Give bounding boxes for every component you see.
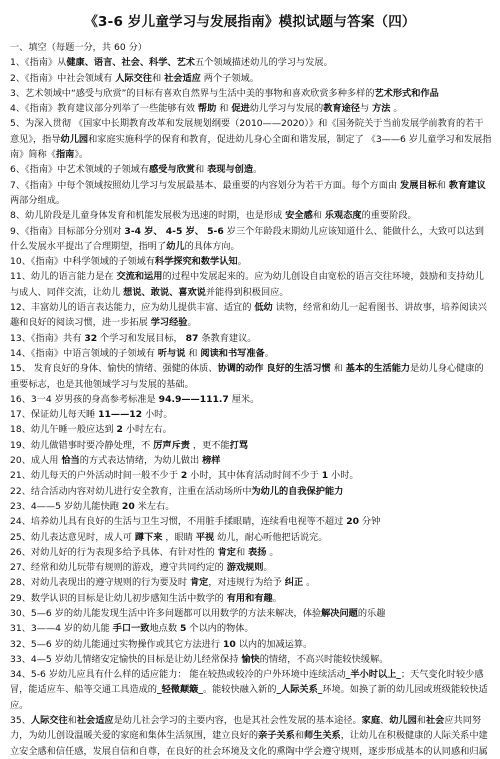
answer-text: 听与说 <box>157 347 186 359</box>
answer-text: 良好的生活习惯 <box>266 363 331 375</box>
question-item <box>10 514 492 529</box>
question-text: 幼儿学习与发展的 <box>249 103 324 115</box>
question-text: 35、 <box>10 715 31 727</box>
question-text: 两个子领域。 <box>200 72 259 84</box>
answer-text: _轻微颠簸_ <box>157 684 203 696</box>
question-text: 。 <box>303 577 316 589</box>
question-text: 的乐趣 <box>357 607 386 619</box>
answer-text: 厉声斥责 <box>153 439 190 451</box>
question-text: ，让幼儿在积极健康的人际关系中建立安全感和信任感，发展自信和自尊，在良好的社会环境及文化的熏陶中学会遵守规则，逐步形成基本的认同感和归属 <box>10 730 488 757</box>
question-item <box>10 269 492 300</box>
answer-text: 艺术形式和作品 <box>374 87 439 99</box>
answer-text: 想说、敢说、喜欢说 <box>123 286 206 298</box>
question-text: 和 <box>67 715 77 727</box>
question-item <box>10 71 492 86</box>
question-text: 12、丰富幼儿的语言表达能力，应为幼儿提供丰富、适宜的 <box>10 302 255 314</box>
question-text: 五个领域描述幼儿的学习与发展。 <box>195 57 333 69</box>
question-text: 和 <box>216 103 232 115</box>
question-text: 15、 发育良好的身体、愉快的情绪、强健的体质、 <box>10 363 218 375</box>
question-text: 。 <box>264 347 274 359</box>
question-text: 26、对幼儿好的行为表现多给予具体、有针对性的 <box>10 546 218 558</box>
answer-text: 社会适应 <box>76 715 114 727</box>
question-text: ；天气变化时较少感冒，能适应车、船等交通工具造成的 <box>10 669 484 696</box>
question-item <box>10 652 492 667</box>
question-text: 29、数学认识的目标是让幼儿初步感知生活中数学的 <box>10 592 227 604</box>
question-text: 9、《指南》目标部分分别对 <box>10 225 125 237</box>
question-text: 23、4——5 岁幼儿能快跑 <box>10 500 122 512</box>
answer-text: 表现与创造 <box>207 164 254 176</box>
answer-text: 87 <box>185 332 199 344</box>
answer-text: 2 <box>116 424 123 436</box>
question-text: 14、《指南》中语言领域的子领域有 <box>10 347 158 359</box>
answer-text: 表扬 <box>248 546 267 558</box>
question-item <box>10 346 492 361</box>
question-text: 的情绪，不高兴时能较快缓解。 <box>259 653 389 665</box>
question-text: 小时。 <box>328 470 359 482</box>
question-item <box>10 606 492 621</box>
question-text: 和 <box>330 363 346 375</box>
question-text: 31、3——4 岁的幼儿能 <box>10 623 113 635</box>
question-text: 19、幼儿做错事时要冷静处理，不 <box>10 439 154 451</box>
question-text: 5、为深入贯彻 《国家中长期教育改革和发展规划纲要（2010——2020）》和《国务院关于当前发展学前教育的若干意见》，指导 <box>10 118 484 145</box>
answer-text: 交流和运用 <box>116 271 163 283</box>
question-text: 。 <box>272 592 282 604</box>
answer-text: 阅读和书写准备 <box>200 347 265 359</box>
answer-text: 榜样 <box>202 455 221 467</box>
answer-text: 肯定 <box>190 577 209 589</box>
question-text: 》。 <box>74 149 89 161</box>
question-text: 30、5—6 岁的幼儿能发现生活中许多问题都可以用数学的方法来解决，体验 <box>10 607 322 619</box>
question-text: 。 <box>266 546 279 558</box>
answer-text: 教育建议 <box>448 179 486 191</box>
answer-text: 家庭 <box>361 715 381 727</box>
answer-text: 感受与欣赏 <box>149 164 195 176</box>
question-text: 个学习和发展目标， <box>97 332 186 344</box>
answer-text: 32 <box>84 332 98 344</box>
question-text: 岁三个年龄段末期幼儿应该知道什么、能做什么，大致可以达到什么发展水平提出了合理期望，指明了 <box>10 225 484 252</box>
question-text: 3、艺术领域中“感受与欣赏”的目标有喜欢自然界与生活中美的事物和喜欢欣赏多种多样的 <box>10 87 375 99</box>
answer-text: 促进 <box>231 103 250 115</box>
question-item <box>10 116 492 162</box>
question-text: 个以内的物体。 <box>186 623 254 635</box>
question-item <box>10 178 492 209</box>
answer-text: 5 <box>179 623 187 635</box>
question-text: 以内的加减运算。 <box>235 638 313 650</box>
question-item <box>10 713 492 759</box>
question-text: 。 <box>237 256 247 268</box>
question-text: 和 <box>195 164 208 176</box>
question-item <box>10 560 492 575</box>
answer-text: 教育途径 <box>323 103 360 115</box>
question-text: 条教育建议。 <box>198 332 257 344</box>
answer-text: 11——12 <box>98 409 143 421</box>
question-text: 28、对幼儿表现出的遵守规则的行为要及时 <box>10 577 190 589</box>
question-item <box>10 438 492 453</box>
question-text: 和 <box>185 347 201 359</box>
question-text: 和 <box>312 210 325 222</box>
answer-text: 1 <box>321 470 329 482</box>
answer-text: 安全感 <box>285 210 313 222</box>
question-text: 环境。如换了新的幼儿园或班级能较快适应。 <box>10 684 488 711</box>
answer-text: 科学探究和数学认知 <box>154 256 238 268</box>
question-text: 与 <box>359 103 373 115</box>
question-item <box>10 575 492 590</box>
answer-text: 游戏规则 <box>226 562 264 574</box>
question-text: 24、培养幼儿具有良好的生活与卫生习惯，不用脏手揉眼睛，连续看电视等不超过 <box>10 516 347 528</box>
question-item <box>10 361 492 392</box>
question-text: 、 <box>380 715 390 727</box>
answer-text: 94.9——111.7 <box>158 393 229 405</box>
question-text: 22、结合活动内容对幼儿进行安全教育，注重在活动场所中 <box>10 485 252 497</box>
question-text: ，对违规行为给予 <box>208 577 285 589</box>
question-text: 读物，经常和幼儿一起看图书、讲故事，培养阅读兴趣和良好的阅读习惯，进一步拓展 <box>10 302 487 329</box>
question-text: 。能较快融入新的 <box>202 684 277 696</box>
question-text: 。 <box>390 103 403 115</box>
question-text: 33、4—5 岁幼儿情绪安定愉快的目标是让幼儿经常保持 <box>10 653 242 665</box>
answer-text: 协调的动作 <box>217 363 264 375</box>
question-text: ，更不能 <box>190 439 230 451</box>
answer-text: 发展目标 <box>400 179 437 191</box>
question-text: 的过程中发展起来的。应为幼儿创设自由宽松的语言交往环境，鼓励和支持幼儿与成人、同伴交流，让幼儿 <box>10 271 484 298</box>
document-title: 《3-6 岁儿童学习与发展指南》模拟试题与答案（四） <box>84 14 416 30</box>
question-text: 并能得到积极回应。 <box>205 286 289 298</box>
question-text: 是幼儿身心健康的重要标志，也是其他领域学习与发展的基础。 <box>10 363 484 390</box>
question-text: 25、幼儿表达意见时，成人可 <box>10 531 135 543</box>
answer-text: _半小时以上_ <box>345 669 401 681</box>
question-text: 34、5-6 岁幼儿应具有什么样的适应能力： 能在较热或较冷的户外环境中连续活动 <box>10 669 346 681</box>
question-text: 10、《指南》中科学领域的子领域有 <box>10 256 155 268</box>
question-item <box>10 300 492 331</box>
question-text: 。 <box>187 317 197 329</box>
question-item <box>10 591 492 606</box>
question-text: 和 <box>235 546 249 558</box>
answer-text: 幼儿园 <box>389 715 417 727</box>
answer-text: 20 <box>346 516 359 528</box>
question-text: 18、幼儿午睡一般应达到 <box>10 424 117 436</box>
answer-text: 低幼 <box>254 302 273 314</box>
question-item <box>10 208 492 223</box>
question-item <box>10 667 492 713</box>
question-text: 1、《指南》从 <box>10 57 67 69</box>
question-item <box>10 545 492 560</box>
question-text: 。 <box>263 562 273 574</box>
question-text: 32、5—6 岁的幼儿能通过实物操作或其它方法进行 <box>10 638 223 650</box>
answer-text: 为幼儿的自我保护能力 <box>251 485 344 497</box>
question-text: 和家庭实施科学的保育和教育，促进幼儿身心全面和谐发展，制定了 《3——6 岁儿童学习和发展指南》简称《 <box>10 133 492 161</box>
question-text: 幼儿，耐心听他把话说完。 <box>214 531 328 543</box>
question-text: 。 <box>253 164 263 176</box>
answer-text: 3-4 岁、 4-5 岁、 5-6 <box>124 225 224 237</box>
question-item <box>10 331 492 346</box>
answer-text: 20 <box>121 500 135 512</box>
answer-text: 手口一致 <box>112 623 150 635</box>
answer-text: 帮助 <box>197 103 217 115</box>
answer-text: 社会 <box>425 715 445 727</box>
question-item <box>10 162 492 177</box>
question-text: ，眼睛 <box>162 531 196 543</box>
question-item <box>10 224 492 255</box>
answer-text: 2 <box>180 470 188 482</box>
question-text: 分钟 <box>358 516 381 528</box>
question-text: 厘米。 <box>228 393 260 405</box>
question-text: 8、幼儿阶段是儿童身体发育和机能发展极为迅速的时期，也是形成 <box>10 210 286 222</box>
question-item <box>10 101 492 116</box>
answer-text: 乐观态度 <box>324 210 362 222</box>
question-text: 17、保证幼儿每天睡 <box>10 409 99 421</box>
answer-text: 师生关系 <box>304 730 341 742</box>
answer-text: 基本的生活能力 <box>345 363 411 375</box>
answer-text: 10 <box>222 638 236 650</box>
answer-text: 打骂 <box>229 439 249 451</box>
answer-text: 方法 <box>372 103 391 115</box>
question-item <box>10 392 492 407</box>
question-text: 16、3一4 岁男孩的身高参考标准是 <box>10 393 159 405</box>
question-text: 和 <box>416 715 426 727</box>
answer-text: 人际交往 <box>115 72 152 84</box>
answer-text: 学习经验 <box>150 317 188 329</box>
answer-text: 平视 <box>195 531 215 543</box>
question-text: 和 <box>151 72 165 84</box>
question-text: 是幼儿社会学习的主要内容，也是其社会性发展的基本途径。 <box>113 715 362 727</box>
answer-text: 社会适应 <box>164 72 201 84</box>
answer-text: 健康、语言、社会、科学、艺术 <box>66 57 195 69</box>
answer-text: 肯定 <box>217 546 236 558</box>
answer-text: 幼儿 <box>166 240 185 252</box>
question-item <box>10 40 492 55</box>
question-item <box>10 407 492 422</box>
question-text: 4、《指南》教育建议部分列举了一些能够有效 <box>10 103 198 115</box>
question-text: 小时左右。 <box>122 424 172 436</box>
question-item <box>10 422 492 437</box>
answer-text: 人际交往 <box>30 715 68 727</box>
question-item <box>10 254 492 269</box>
question-text: 11、幼儿的语言能力是在 <box>10 271 117 283</box>
question-item <box>10 621 492 636</box>
question-text: 两部分组成。 <box>10 194 66 206</box>
question-text: 20、成人用 <box>10 455 62 467</box>
answer-text: 有用和有趣 <box>226 592 273 604</box>
question-item <box>10 637 492 652</box>
question-item <box>10 453 492 468</box>
question-item <box>10 55 492 70</box>
question-text: 2、《指南》中社会领域有 <box>10 72 116 84</box>
question-text: 的具体方向。 <box>184 240 240 252</box>
question-item <box>10 499 492 514</box>
question-item <box>10 468 492 483</box>
question-text: 小时。 <box>142 409 173 421</box>
question-text: 小时，其中体育活动时间不少于 <box>187 470 322 482</box>
answer-text: 恰当 <box>61 455 80 467</box>
question-item <box>10 86 492 101</box>
question-text: 地点数 <box>149 623 180 635</box>
answer-text: 蹲下来 <box>134 531 163 543</box>
question-text: 6、《指南》中艺术领域的子领域有 <box>10 164 150 176</box>
question-text: 的方式表达情绪，为幼儿做出 <box>79 455 203 467</box>
document-body <box>10 40 492 759</box>
question-item <box>10 484 492 499</box>
question-text: 27、经常和幼儿玩带有规则的游戏，遵守共同约定的 <box>10 562 227 574</box>
answer-text: 指南 <box>55 149 75 161</box>
answer-text: 解决问题 <box>321 607 358 619</box>
question-text: 米左右。 <box>134 500 175 512</box>
question-item <box>10 530 492 545</box>
question-text: 应共同努力，为幼儿创设温暖关爱的家庭和集体生活氛围，建立良好的 <box>10 715 482 742</box>
answer-text: 愉快 <box>241 653 260 665</box>
question-text: 和 <box>294 730 304 742</box>
question-text: 和 <box>436 179 449 191</box>
answer-text: _人际关系_ <box>276 684 323 696</box>
answer-text: 亲子关系 <box>258 730 295 742</box>
answer-text: 幼儿园 <box>60 133 89 145</box>
question-text: 21、幼儿每天的户外活动时间一般不少于 <box>10 470 181 482</box>
question-text: 一、填空（每题一分，共 60 分） <box>10 42 147 53</box>
answer-text: 纠正 <box>284 577 304 589</box>
question-text: 的重要阶段。 <box>361 210 417 222</box>
question-text: 13、《指南》共有 <box>10 332 85 344</box>
question-text: 7、《指南》中每个领域按照幼儿学习与发展最基本、最重要的内容划分为若干方面。每个方面由 <box>10 179 401 191</box>
